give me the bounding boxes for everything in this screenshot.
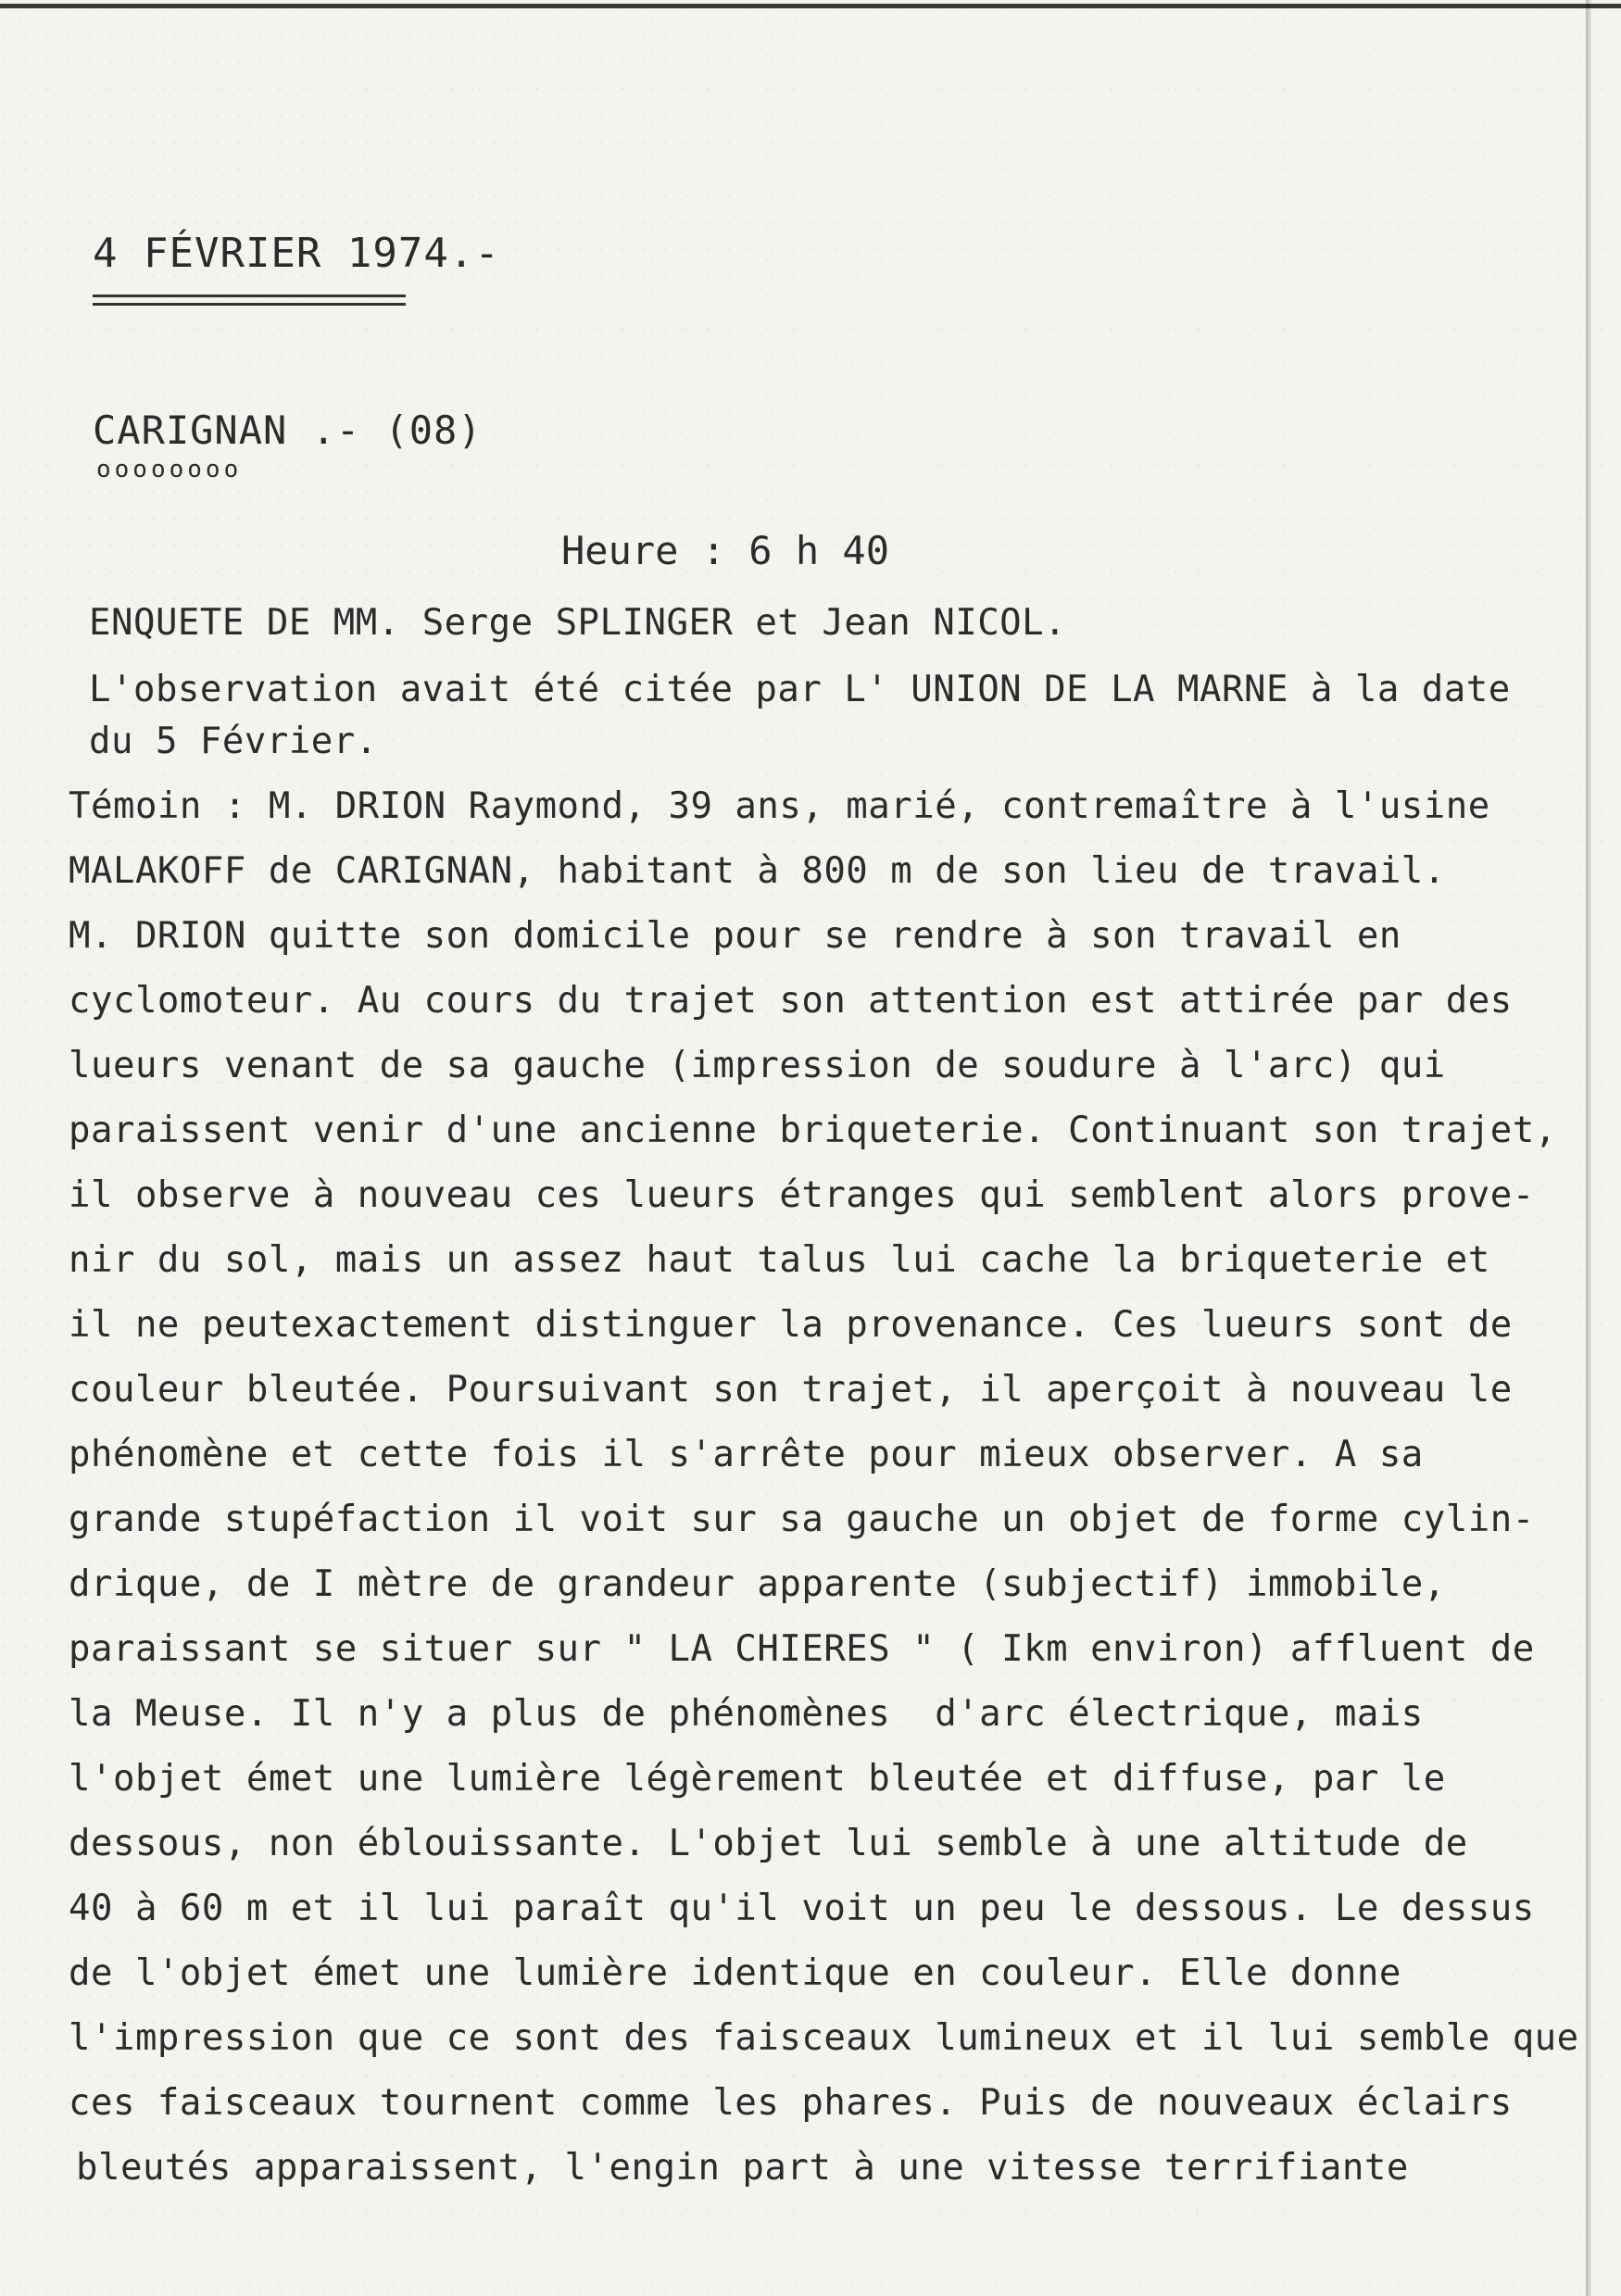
document-date: 4 FÉVRIER 1974.- [93,230,500,277]
report-line: paraissent venir d'une ancienne briqueterie. Continuant son trajet, [69,1110,1557,1151]
report-line: lueurs venant de sa gauche (impression de soudure à l'arc) qui [69,1045,1446,1086]
report-line: L'observation avait été citée par L' UNION DE LA MARNE à la date [89,669,1511,710]
report-line: dessous, non éblouissante. L'objet lui semble à une altitude de [69,1823,1468,1864]
report-line: cyclomoteur. Au cours du trajet son attention est attirée par des [69,980,1513,1022]
report-line: bleutés apparaissent, l'engin part à une vitesse terrifiante [76,2147,1409,2189]
right-edge-shadow [1586,0,1591,2296]
top-edge-rule [0,4,1621,8]
report-line: l'impression que ce sont des faisceaux lumineux et il lui semble que [69,2017,1579,2059]
report-line: couleur bleutée. Poursuivant son trajet, il aperçoit à nouveau le [69,1369,1513,1411]
report-line: MALAKOFF de CARIGNAN, habitant à 800 m de son lieu de travail. [69,850,1446,892]
location-underline: oooooooo [96,456,243,483]
report-line: grande stupéfaction il voit sur sa gauche un objet de forme cylin- [69,1499,1535,1540]
report-line: il ne peutexactement distinguer la provenance. Ces lueurs sont de [69,1304,1513,1346]
report-line: du 5 Février. [89,721,378,762]
report-line: la Meuse. Il n'y a plus de phénomènes d'arc électrique, mais [69,1693,1424,1735]
report-line: M. DRION quitte son domicile pour se rendre à son travail en [69,915,1401,957]
report-line: paraissant se situer sur " LA CHIERES " ( Ikm environ) affluent de [69,1628,1535,1670]
report-line: l'objet émet une lumière légèrement bleutée et diffuse, par le [69,1758,1446,1800]
location-heading: CARIGNAN .- (08) [93,408,483,453]
report-line: 40 à 60 m et il lui paraît qu'il voit un peu le dessous. Le dessus [69,1888,1535,1929]
date-double-underline [93,295,406,311]
report-line: Témoin : M. DRION Raymond, 39 ans, marié, contremaître à l'usine [69,785,1490,827]
report-line: ces faisceaux tournent comme les phares. Puis de nouveaux éclairs [69,2082,1513,2124]
report-line: ENQUETE DE MM. Serge SPLINGER et Jean NICOL. [89,602,1067,644]
report-line: drique, de I mètre de grandeur apparente (subjectif) immobile, [69,1563,1446,1605]
report-line: phénomène et cette fois il s'arrête pour mieux observer. A sa [69,1434,1424,1475]
report-line: nir du sol, mais un assez haut talus lui cache la briqueterie et [69,1239,1490,1281]
observation-hour: Heure : 6 h 40 [561,528,890,573]
report-line: il observe à nouveau ces lueurs étranges qui semblent alors prove- [69,1174,1535,1216]
report-line: de l'objet émet une lumière identique en couleur. Elle donne [69,1952,1401,1994]
